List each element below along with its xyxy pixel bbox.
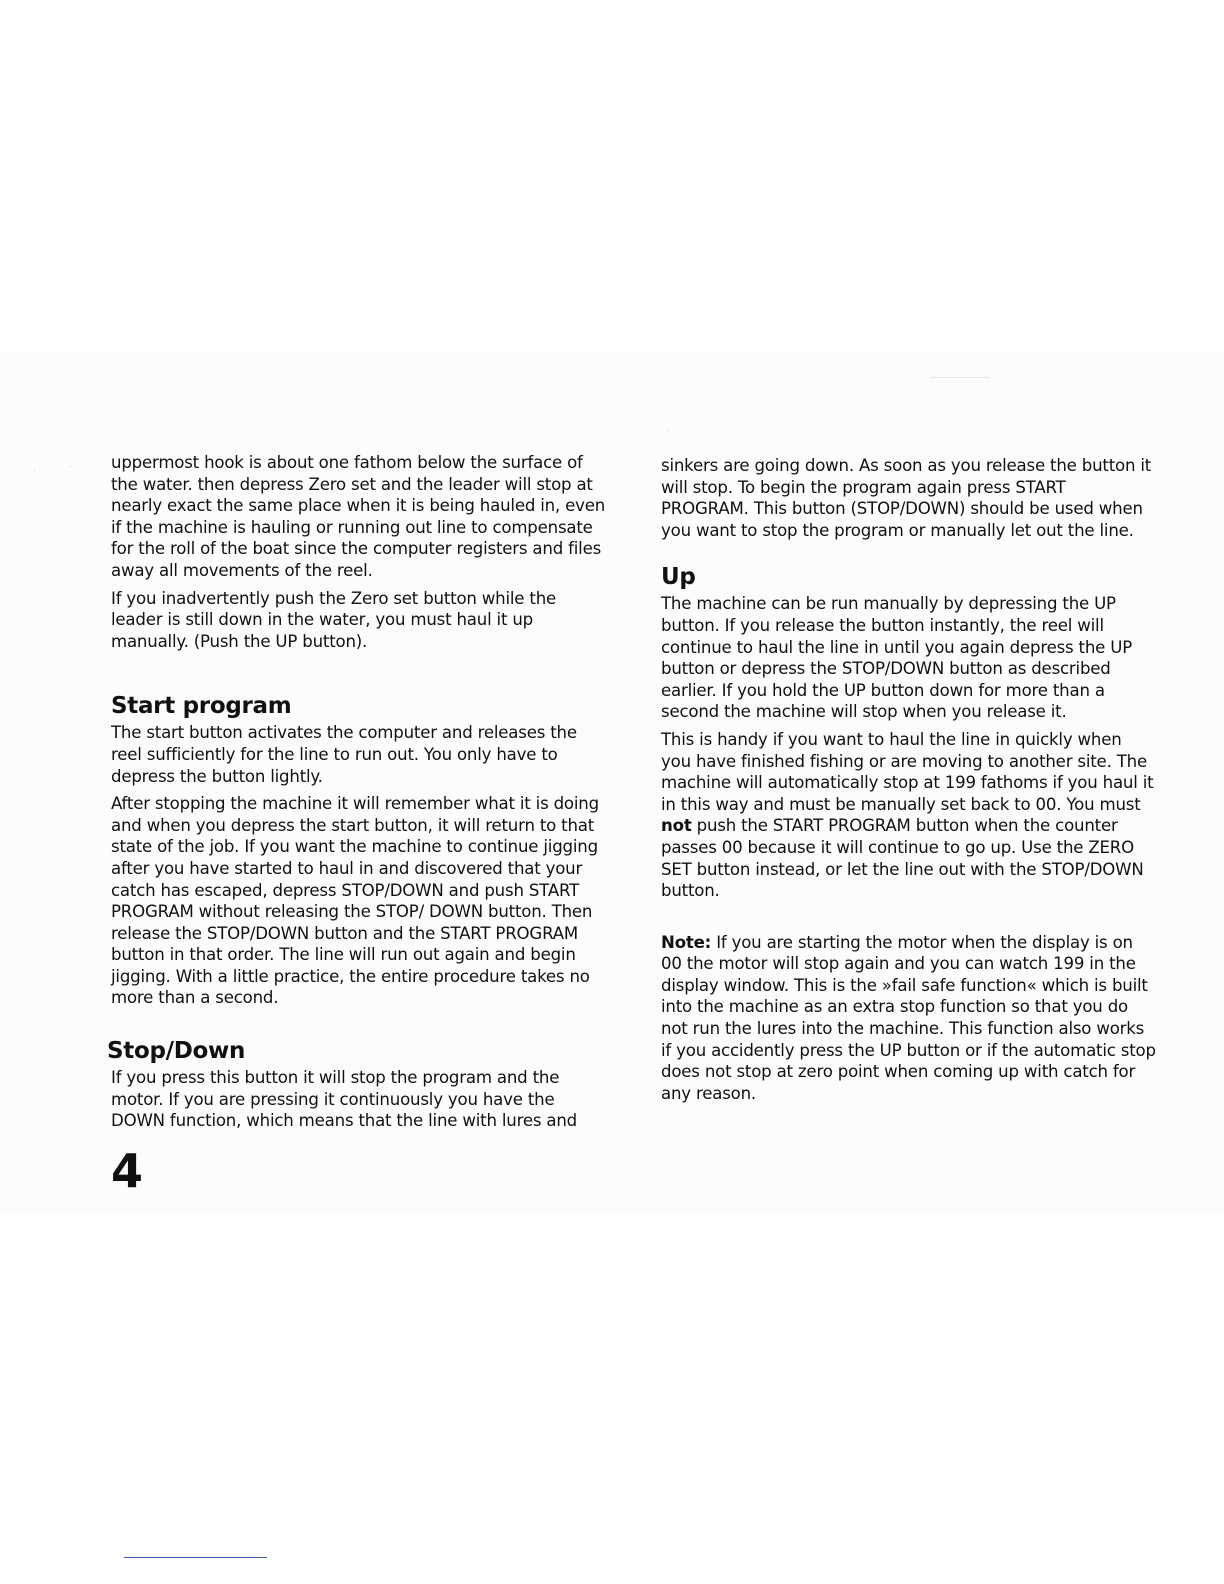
paragraph: After stopping the machine it will remember what it is doing and when you depress the start button, it will return to that state of the job. If you want the machine to continue jigging after you have started to haul in and discovered that your catch has escaped, depress STOP/DOWN and push START PROGRAM without releasing the STOP/ DOWN button. Then release the STOP/DOWN button and the START PROGRAM button in that order. The line will run out again and begin jigging. With a little practice, the entire procedure takes no more than a second. — [111, 794, 599, 1008]
note-text: If you are starting the motor when the display is on 00 the motor will stop again and you can watch 199 in the display window. This is the »fail safe function« which is built into the machine as an extra stop function so that you do not run the lures into the machine. This function also works if you accidently press the UP button or if the automatic stop does not stop at zero point when coming up with catch for any reason. — [661, 932, 1156, 1103]
right-column — [661, 455, 1156, 1104]
section-heading-up: Up — [661, 564, 696, 591]
note-paragraph — [661, 932, 1156, 1105]
text-run: push the START PROGRAM button when the counter passes 00 because it will continue to go up. Use the ZERO SET button instead, or let the line out with the STOP/DOWN button. — [661, 816, 1144, 901]
scan-speck — [667, 430, 668, 431]
scan-speck — [930, 377, 990, 378]
paragraph: sinkers are going down. As soon as you release the button it will stop. To begin the program again press START PROGRAM. This button (STOP/DOWN) should be used when you want to stop the program or manually let out the line. — [661, 456, 1152, 540]
page-number: 4 — [111, 1144, 144, 1198]
paragraph: The machine can be run manually by depressing the UP button. If you release the button instantly, the reel will continue to haul the line in until you again depress the UP button or depress the STOP/DOWN button as described earlier. If you hold the UP button down for more than a second the machine will stop when you release it. — [661, 594, 1133, 722]
paragraph: uppermost hook is about one fathom below the surface of the water. then depress Zero set and the leader will stop at nearly exact the same place when it is being hauled in, even if the machine is hauling or running out line to compensate for the roll of the boat since the computer registers and files away all movements of the reel. — [111, 453, 606, 580]
emphasis-text: not — [661, 816, 692, 836]
note-label: Note: — [661, 932, 712, 952]
text-run: This is handy if you want to haul the line in quickly when you have finished fishing or are moving to another site. The machine will automatically stop at 199 fathoms if you haul it in this way and must be manually set back to 00. You must — [661, 729, 1154, 814]
section-heading-stop-down: Stop/Down — [107, 1038, 246, 1065]
paragraph: The start button activates the computer and releases the reel sufficiently for the line to run out. You only have to depress the button lightly. — [111, 723, 577, 786]
paragraph — [661, 729, 1156, 902]
paragraph: If you press this button it will stop the program and the motor. If you are pressing it continuously you have the DOWN function, which means that the line with lures and — [111, 1068, 577, 1131]
scan-speck — [34, 470, 35, 471]
section-heading-start-program: Start program — [111, 693, 292, 720]
paragraph: If you inadvertently push the Zero set button while the leader is still down in the water, you must haul it up manually. (Push the UP button). — [111, 588, 557, 651]
footer-divider — [124, 1557, 267, 1558]
left-column — [107, 452, 611, 1132]
scan-speck — [70, 466, 71, 467]
